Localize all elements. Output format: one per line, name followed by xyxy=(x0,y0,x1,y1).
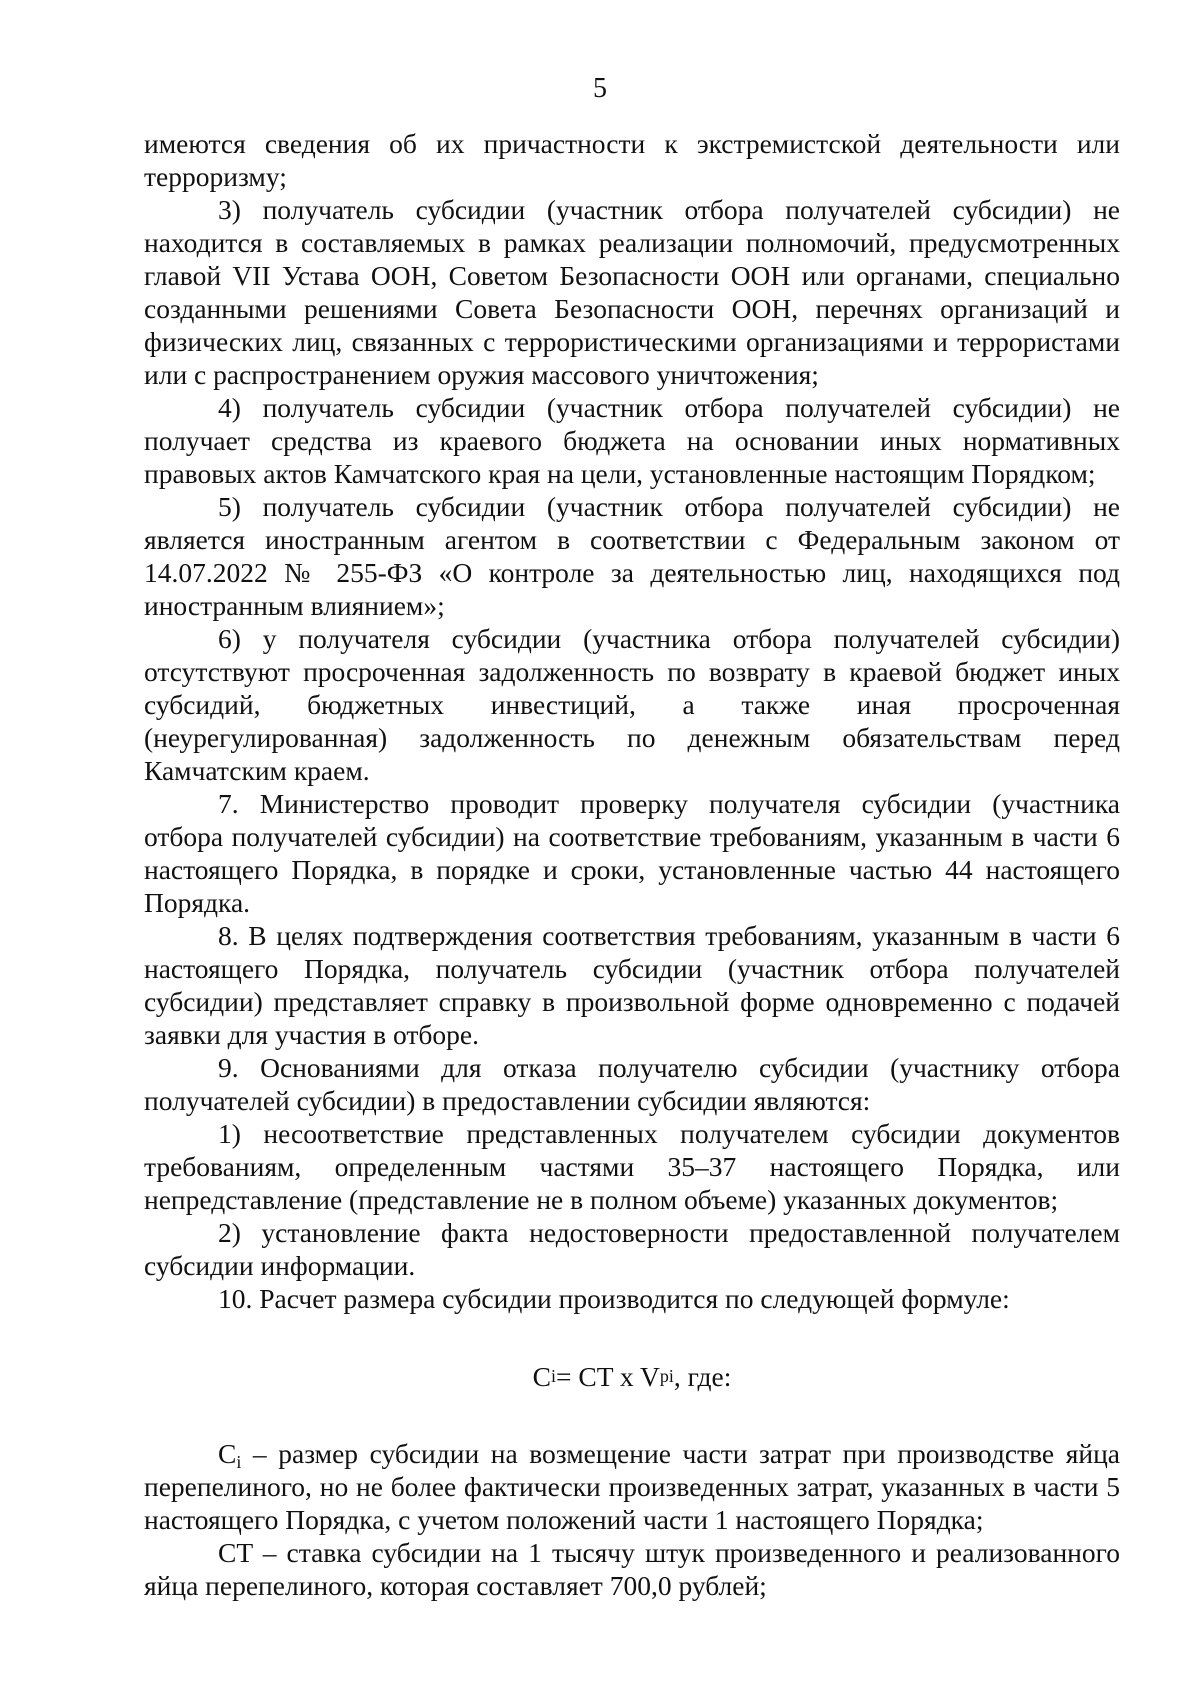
definition-ci xyxy=(144,1437,1120,1536)
paragraph-item-3: 3) получатель субсидии (участник отбора получателей субсидии) не находится в составляемых в рамках реализации полномочий, предусмотренных главой VII Устава ООН, Советом Безопасности ООН или органами, специально созданными решениями Совета Безопасности ООН, перечнях организаций и физических лиц, связанных с террористическими организациями и террористами или с распространением оружия массового уничтожения; xyxy=(144,194,1120,390)
paragraph-item-5: 5) получатель субсидии (участник отбора получателей субсидии) не является иностранным агентом в соответствии с Федеральным законом от 14.07.2022 № 255-ФЗ «О контроле за деятельностью лиц, находящихся под иностранным влиянием»; xyxy=(144,491,1120,621)
definition-ct: CT – ставка субсидии на 1 тысячу штук произведенного и реализованного яйца перепелиного, которая составляет 700,0 рублей; xyxy=(144,1537,1120,1601)
paragraph-item-6: 6) у получателя субсидии (участника отбора получателей субсидии) отсутствуют просроченная задолженность по возврату в краевой бюджет иных субсидий, бюджетных инвестиций, а также иная просроченная (неурегулированная) задолженность по денежным обязательствам перед Камчатским краем. xyxy=(144,623,1120,786)
paragraph-subitem-2: 2) установление факта недостоверности предоставленной получателем субсидии информации. xyxy=(144,1217,1120,1281)
paragraph-part-9: 9. Основаниями для отказа получателю субсидии (участнику отбора получателей субсидии) в предоставлении субсидии являются: xyxy=(144,1052,1120,1116)
paragraph-part-7: 7. Министерство проводит проверку получателя субсидии (участника отбора получателей субсидии) на соответствие требованиям, указанным в части 6 настоящего Порядка, в порядке и сроки, установленные частью 44 настоящего Порядка. xyxy=(144,788,1120,918)
paragraph-subitem-1: 1) несоответствие представленных получателем субсидии документов требованиям, определенным частями 35–37 настоящего Порядка, или непредставление (представление не в полном объеме) указанных документов; xyxy=(144,1118,1120,1215)
page-number: 5 xyxy=(593,73,607,104)
paragraph-part-10: 10. Расчет размера субсидии производится по следующей формуле: xyxy=(218,1283,1010,1314)
definition-symbol-subscript: i xyxy=(236,1452,242,1472)
paragraph-part-8: 8. В целях подтверждения соответствия требованиям, указанным в части 6 настоящего Порядка, получатель субсидии (участник отбора получателей субсидии) представляет справку в произвольной форме одновременно с подачей заявки для участия в отборе. xyxy=(144,920,1120,1050)
document-body xyxy=(144,127,1120,1602)
formula-tail: , где: xyxy=(673,1360,732,1392)
paragraph-continuation: имеются сведения об их причастности к экстремистской деятельности или терроризму; xyxy=(144,128,1120,192)
subsidy-formula: C i = CT x V pi , где: xyxy=(532,1360,732,1392)
definition-symbol-base: C xyxy=(218,1438,237,1469)
paragraph-item-4: 4) получатель субсидии (участник отбора получателей субсидии) не получает средства из краевого бюджета на основании иных нормативных правовых актов Камчатского края на цели, установленные настоящим Порядком; xyxy=(144,392,1120,489)
formula-lhs-base: C xyxy=(532,1360,551,1392)
formula-middle: = CT x V xyxy=(555,1360,660,1392)
definition-text: – размер субсидии на возмещение части затрат при производстве яйца перепелиного, но не более фактически произведенных затрат, указанных в части 5 настоящего Порядка, с учетом положений части 1 настоящего Порядка; xyxy=(144,1438,1120,1535)
